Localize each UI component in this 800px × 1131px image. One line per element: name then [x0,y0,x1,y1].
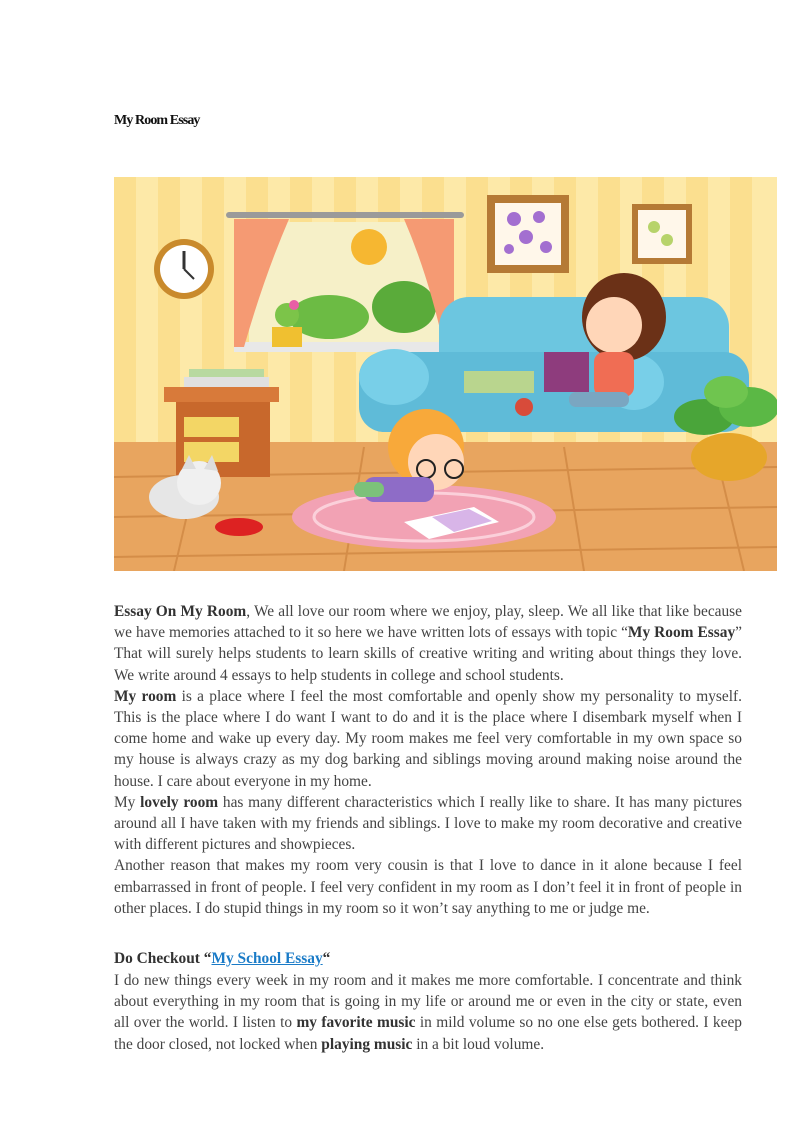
checkout-line [114,948,330,969]
bold-phrase: My Room Essay [627,624,736,642]
paragraph-text: My [114,793,141,811]
paragraph-my-room [114,686,742,792]
paragraph-new-things [114,970,742,1055]
paragraph-text: in mild volume so no one else gets bothered. I keep the door closed, not locked when [114,1014,742,1053]
paragraph-text: Another reason that makes my room very cousin is that I love to dance in it alone because I feel embarrassed in front of people. I feel very confident in my room as I don’t feel it in front of people in other places. I do stupid things in my room so it won’t say anything to me or judge me. [114,857,742,917]
paragraph-text: in a bit loud volume. [412,1035,545,1053]
my-school-essay-link[interactable]: My School Essay [211,950,323,967]
paragraph-text: , We all love our room where we enjoy, play, sleep. We all like that like because we have memories attached to it so here we have written lots of essays with topic “ [114,603,742,642]
wall-clock-icon [154,239,214,299]
bold-phrase: my favorite music [296,1014,416,1032]
checkout-prefix: Do Checkout “ [114,950,212,967]
paragraph-lovely-room [114,792,742,856]
paragraph-intro [114,601,742,686]
window-icon [234,219,454,352]
room-illustration [114,177,777,571]
bold-phrase: playing music [321,1035,413,1053]
paragraph-text: I do new things every week in my room and it makes me more comfortable. I concentrate and think about everything in my room that is going in my life or around me or even in the city or state, even all over the world. I listen to [114,972,742,1032]
paragraph-another-reason [114,855,742,919]
bold-phrase: My room [114,687,177,705]
bold-phrase: lovely room [140,793,219,811]
essay-intro-paragraphs [114,601,742,919]
bold-phrase: Essay On My Room [114,603,247,620]
paragraph-text: has many different characteristics which I really like to share. It has many pictures around all I have taken with my friends and siblings. I love to make my room decorative and creative with different pictures and showpieces. [114,793,742,854]
checkout-suffix: “ [322,950,331,967]
page-title: My Room Essay [114,113,200,128]
paragraph-text: is a place where I feel the most comfortable and openly show my personality to myself. This is the place where I do want I want to do and it is the place where I disembark myself when I come home and wake up every day. My room makes me feel very comfortable in my own space so my house is always crazy as my dog barking and siblings moving around making noise around the house. I care about everyone in my home. [114,687,742,790]
essay-final-paragraph [114,970,742,1055]
paragraph-text: ” That will surely helps students to learn skills of creative writing and writing about things they love. We write around 4 essays to help students in college and school students. [114,624,742,684]
